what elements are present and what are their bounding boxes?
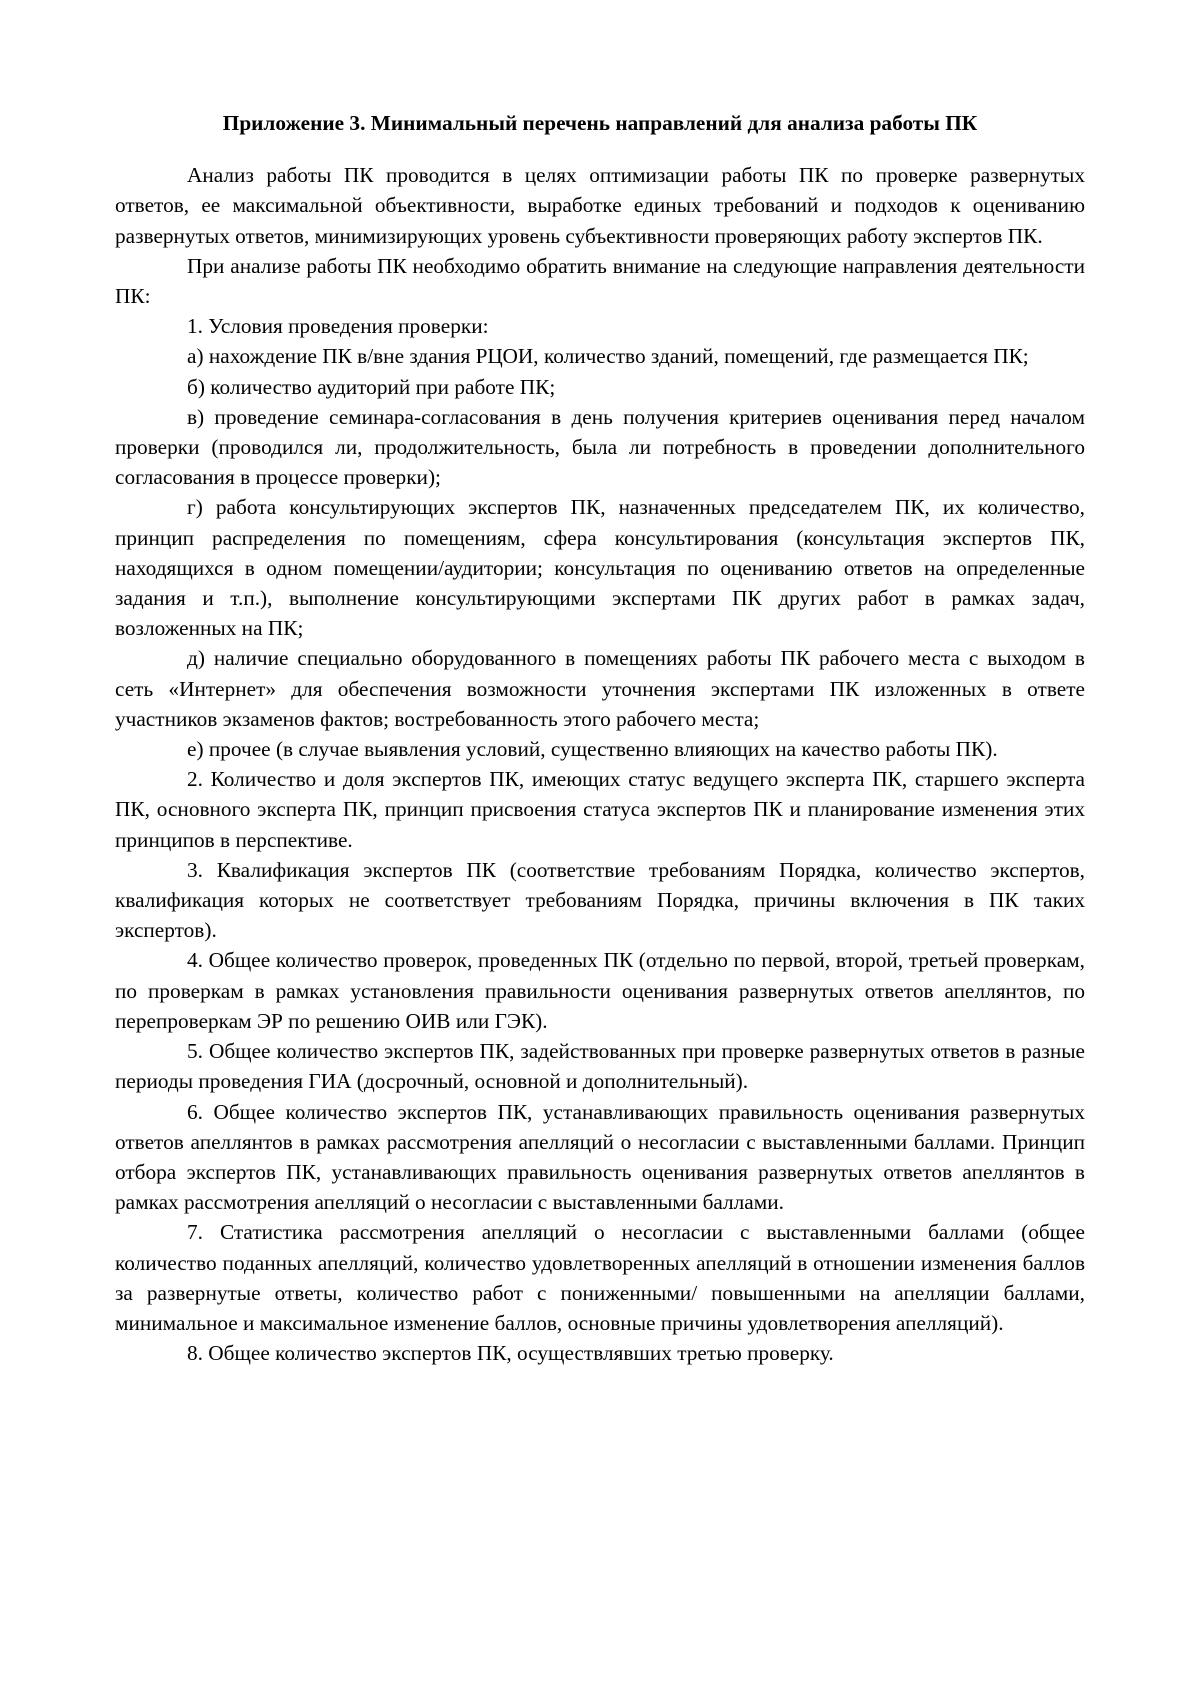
sub-item-v: в) проведение семинара-согласования в день получения критериев оценивания перед началом проверки (проводился ли, продолжительность, была ли потребность в проведении дополнительного согласования в процессе проверки); <box>115 404 1085 490</box>
sub-item-g: г) работа консультирующих экспертов ПК, назначенных председателем ПК, их количество, принцип распределения по помещениям, сфера консультирования (консультация экспертов ПК, находящихся в одном помещении/аудитории; консультация по оцениванию ответов на определенные задания и т.п.), выполнение консультирующими экспертами ПК других работ в рамках задач, возложенных на ПК; <box>115 495 1085 641</box>
directions-lead-paragraph: При анализе работы ПК необходимо обратить внимание на следующие направления деятельности ПК: <box>115 253 1085 309</box>
sub-item-a: а) нахождение ПК в/вне здания РЦОИ, количество зданий, помещений, где размещается ПК; <box>187 344 1029 369</box>
intro-paragraph: Анализ работы ПК проводится в целях оптимизации работы ПК по проверке развернутых ответов, ее максимальной объективности, выработке единых требований и подходов к оцениванию развернутых ответов, минимизирующих уровень субъективности проверяющих работу экспертов ПК. <box>115 163 1085 248</box>
list-item-third-check: 8. Общее количество экспертов ПК, осуществлявших третью проверку. <box>187 1341 834 1366</box>
list-item-appeal-experts: 6. Общее количество экспертов ПК, устанавливающих правильность оценивания развернутых ответов апеллянтов в рамках рассмотрения апелляций о несогласии с выставленными баллами. Принцип отбора экспертов ПК, устанавливающих правильность оценивания развернутых ответов апеллянтов в рамках рассмотрения апелляций о несогласии с выставленными баллами. <box>115 1099 1085 1215</box>
document-page <box>115 108 1085 1368</box>
list-item-checks-count: 4. Общее количество проверок, проведенных ПК (отдельно по первой, второй, третьей проверкам, по проверкам в рамках установления правильности оценивания развернутых ответов апеллянтов, по перепроверкам ЭР по решению ОИВ или ГЭК). <box>115 948 1085 1033</box>
sub-item-e: е) прочее (в случае выявления условий, существенно влияющих на качество работы ПК). <box>187 737 998 762</box>
list-item-qualification: 3. Квалификация экспертов ПК (соответствие требованиям Порядка, количество экспертов, квалификация которых не соответствует требованиям Порядка, причины включения в ПК таких экспертов). <box>115 857 1085 943</box>
list-item-experts-periods: 5. Общее количество экспертов ПК, задействованных при проверке развернутых ответов в разные периоды проведения ГИА (досрочный, основной и дополнительный). <box>115 1039 1085 1094</box>
sub-item-b: б) количество аудиторий при работе ПК; <box>187 374 556 399</box>
list-item-appeal-statistics: 7. Статистика рассмотрения апелляций о несогласии с выставленными баллами (общее количество поданных апелляций, количество удовлетворенных апелляций в отношении изменения баллов за развернутые ответы, количество работ с пониженными/ повышенными на апелляции баллами, минимальное и максимальное изменение баллов, основные причины удовлетворения апелляций). <box>115 1220 1085 1335</box>
sub-item-d: д) наличие специально оборудованного в помещениях работы ПК рабочего места с выходом в сеть «Интернет» для обеспечения возможности уточнения экспертами ПК изложенных в ответе участников экзаменов фактов; востребованность этого рабочего места; <box>115 646 1085 731</box>
page-title: Приложение 3. Минимальный перечень направлений для анализа работы ПК <box>222 111 978 135</box>
list-item-expert-status: 2. Количество и доля экспертов ПК, имеющих статус ведущего эксперта ПК, старшего эксперта ПК, основного эксперта ПК, принцип присвоения статуса экспертов ПК и планирование изменения этих принципов в перспективе. <box>115 767 1085 852</box>
list-item-conditions: 1. Условия проведения проверки: <box>187 314 489 339</box>
